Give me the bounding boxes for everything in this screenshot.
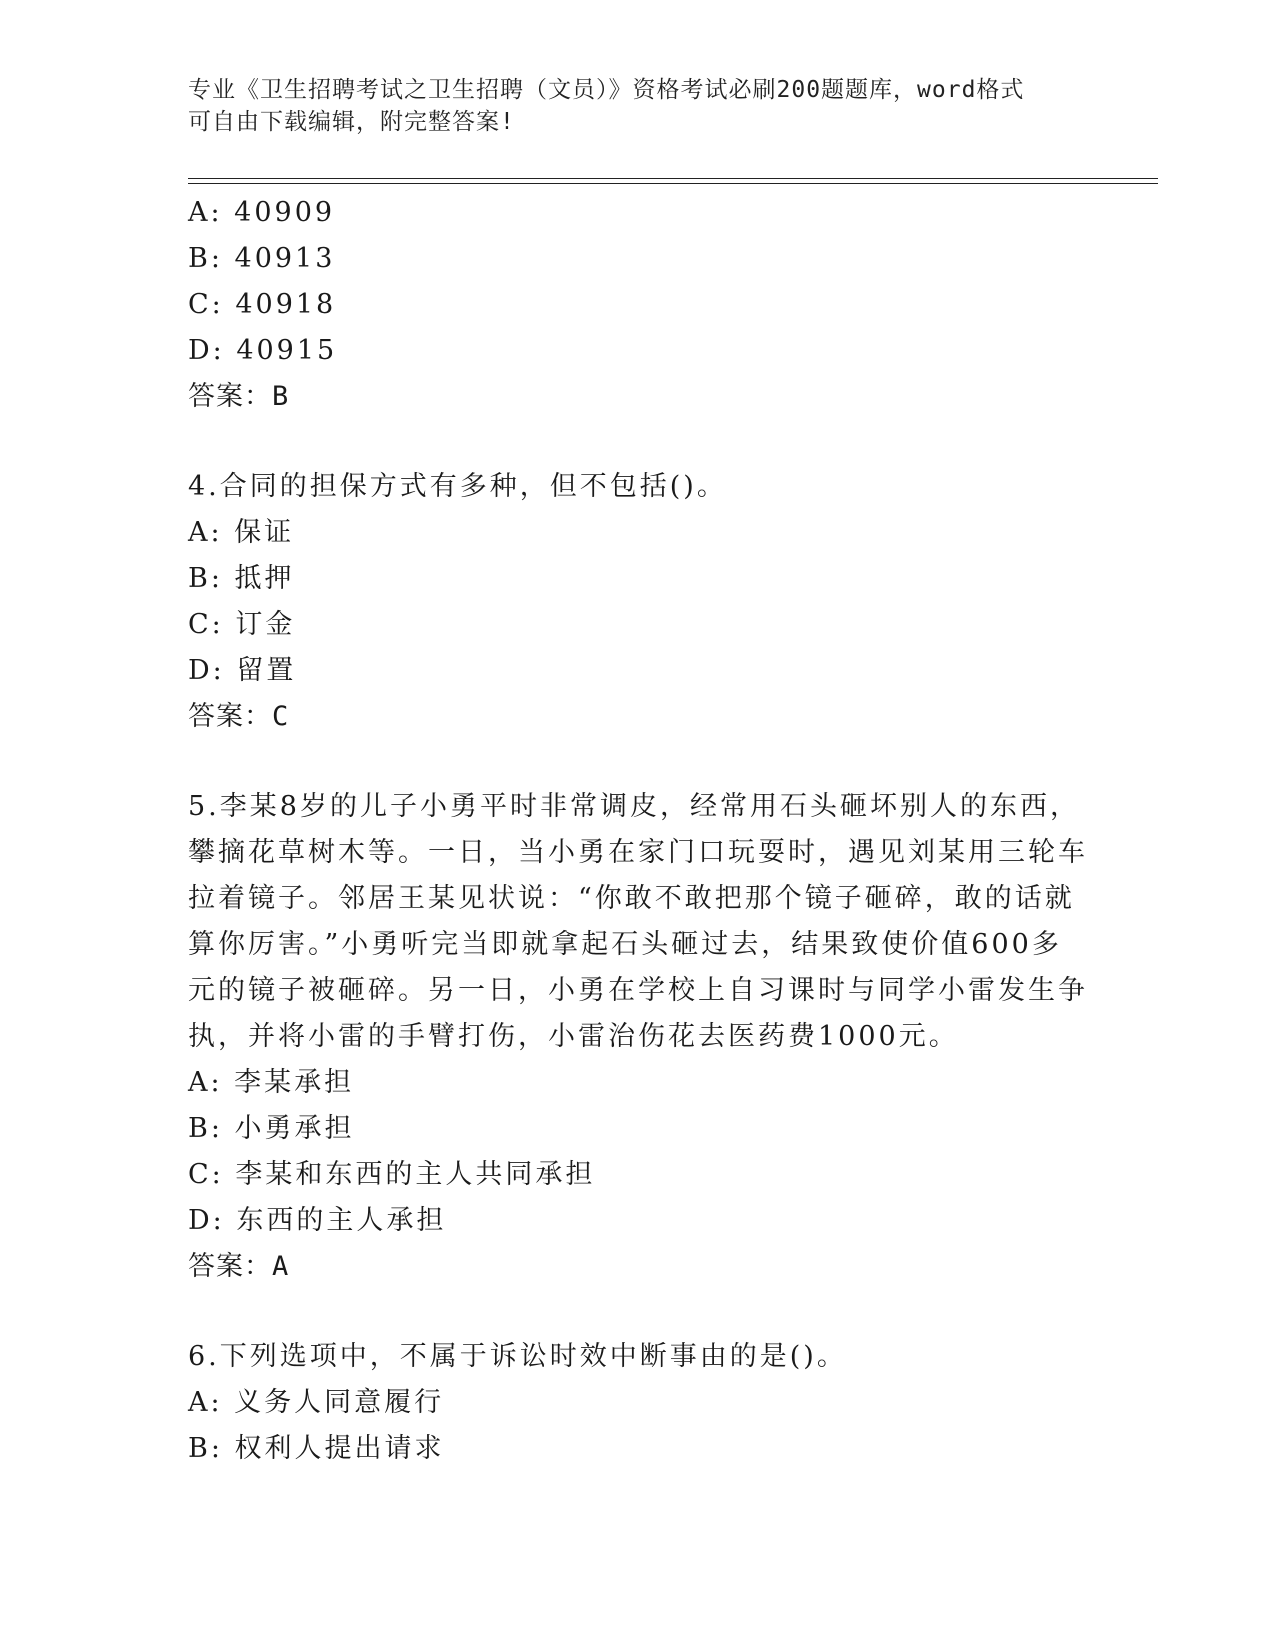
option-a: A: 李某承担 <box>188 1067 355 1098</box>
question-stem-line: 元的镜子被砸碎。另一日，小勇在学校上自习课时与同学小雷发生争 <box>188 975 1088 1006</box>
option-a: A: 保证 <box>188 517 295 548</box>
option-a: A: 义务人同意履行 <box>188 1387 445 1418</box>
spacer <box>188 1290 1068 1334</box>
header-divider <box>188 178 1158 184</box>
option-d: D: 40915 <box>188 335 338 366</box>
document-header <box>188 74 1068 138</box>
spacer <box>188 740 1068 784</box>
option-b: B: 权利人提出请求 <box>188 1433 445 1464</box>
option-d: D: 留置 <box>188 655 297 686</box>
question-stem-line: 算你厉害。”小勇听完当即就拿起石头砸过去，结果致使价值600多 <box>188 929 1062 960</box>
option-b: B: 小勇承担 <box>188 1113 355 1144</box>
header-title-line-1: 专业《卫生招聘考试之卫生招聘（文员）》资格考试必刷200题题库，word格式 <box>188 77 1025 103</box>
option-c: C: 40918 <box>188 289 337 320</box>
question-stem: 6.下列选项中，不属于诉讼时效中断事由的是()。 <box>188 1341 847 1372</box>
question-stem-line: 5.李某8岁的儿子小勇平时非常调皮，经常用石头砸坏别人的东西， <box>188 791 1080 822</box>
option-d: D: 东西的主人承担 <box>188 1205 447 1236</box>
question-6 <box>188 1334 1068 1472</box>
option-b: B: 40913 <box>188 243 336 274</box>
answer-line: 答案：C <box>188 701 290 732</box>
question-stem-line: 执，并将小雷的手臂打伤，小雷治伤花去医药费1000元。 <box>188 1021 959 1052</box>
question-content <box>188 190 1088 1472</box>
question-5 <box>188 784 1088 1290</box>
answer-line: 答案：B <box>188 381 290 412</box>
question-4 <box>188 464 1068 740</box>
question-3 <box>188 190 1068 420</box>
question-stem-line: 攀摘花草树木等。一日，当小勇在家门口玩耍时，遇见刘某用三轮车 <box>188 837 1088 868</box>
header-title-line-2: 可自由下载编辑，附完整答案! <box>188 109 515 135</box>
question-stem: 4.合同的担保方式有多种，但不包括()。 <box>188 471 727 502</box>
spacer <box>188 420 1068 464</box>
option-c: C: 李某和东西的主人共同承担 <box>188 1159 596 1190</box>
answer-line: 答案：A <box>188 1251 290 1282</box>
option-c: C: 订金 <box>188 609 296 640</box>
option-a: A: 40909 <box>188 197 336 228</box>
question-stem-line: 拉着镜子。邻居王某见状说：“你敢不敢把那个镜子砸碎，敢的话就 <box>188 883 1075 914</box>
option-b: B: 抵押 <box>188 563 295 594</box>
